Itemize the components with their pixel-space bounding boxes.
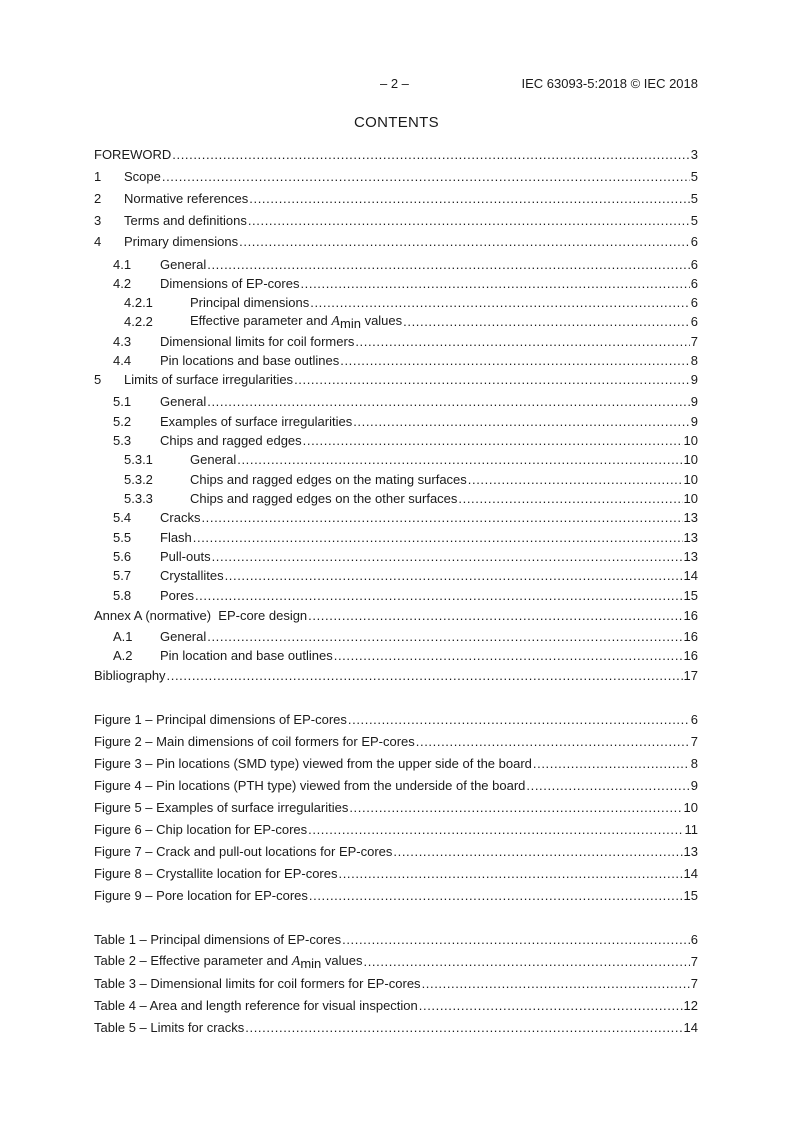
- toc-entry-5[interactable]: [94, 368, 698, 388]
- toc-entry-page: 6: [690, 257, 698, 272]
- toc-entry-3[interactable]: [94, 209, 698, 229]
- figure-entry-4[interactable]: [94, 774, 698, 794]
- table-entry-4[interactable]: [94, 994, 698, 1014]
- toc-entry-4[interactable]: [94, 230, 698, 250]
- toc-entry-5-3-3[interactable]: [124, 487, 698, 507]
- toc-entry-number: 5.3.2: [124, 472, 153, 487]
- leader-dots: [162, 169, 690, 185]
- figure-entry-text: Figure 4 – Pin locations (PTH type) viewed from the underside of the board: [94, 778, 526, 793]
- toc-entry-4-3[interactable]: [113, 330, 698, 350]
- figure-entry-page: 6: [690, 712, 698, 727]
- min-subscript: min: [300, 956, 322, 971]
- leader-dots: [245, 1020, 682, 1036]
- leader-dots: [342, 932, 690, 948]
- figure-entry-page: 13: [683, 844, 698, 859]
- toc-entry-text: Principal dimensions: [190, 295, 310, 310]
- table-entry-2[interactable]: [94, 950, 698, 970]
- leader-dots: [348, 712, 690, 728]
- leader-dots: [355, 334, 689, 350]
- toc-entry-text: Terms and definitions: [124, 213, 247, 228]
- toc-entry-page: 6: [690, 295, 698, 310]
- toc-entry-text: Bibliography: [94, 668, 166, 683]
- toc-entry-text: Primary dimensions: [124, 234, 239, 249]
- leader-dots: [533, 756, 690, 772]
- toc-entry-page: 13: [683, 530, 698, 545]
- a-symbol: A: [331, 314, 340, 329]
- figure-entry-page: 10: [683, 800, 698, 815]
- toc-entry-number: 4.1: [113, 257, 132, 272]
- leader-dots: [308, 608, 682, 624]
- toc-entry-text: Chips and ragged edges: [160, 433, 302, 448]
- table-entry-page: 6: [690, 932, 698, 947]
- toc-entry-5-3-2[interactable]: [124, 468, 698, 488]
- toc-entry-annex-a[interactable]: [94, 604, 698, 624]
- toc-entry-number: 4.2: [113, 276, 132, 291]
- figure-entry-5[interactable]: [94, 796, 698, 816]
- toc-entry-page: 10: [683, 472, 698, 487]
- toc-entry-number: A.1: [113, 629, 133, 644]
- toc-entry-page: 16: [683, 648, 698, 663]
- table-entry-3[interactable]: [94, 972, 698, 992]
- figure-entry-page: 7: [690, 734, 698, 749]
- toc-entry-number: 5.6: [113, 549, 132, 564]
- toc-entry-text: General: [160, 394, 207, 409]
- figure-entry-9[interactable]: [94, 884, 698, 904]
- figure-entry-7[interactable]: [94, 840, 698, 860]
- toc-entry-number: 4: [94, 234, 102, 249]
- toc-entry-number: 2: [94, 191, 102, 206]
- toc-entry-page: 6: [690, 234, 698, 249]
- toc-entry-number: 5.3.3: [124, 491, 153, 506]
- leader-dots: [212, 549, 683, 565]
- toc-entry-text: Flash: [160, 530, 192, 545]
- leader-dots: [353, 414, 690, 430]
- table-entry-text: Table 5 – Limits for cracks: [94, 1020, 245, 1035]
- table-entry-text-before: Table 2 – Effective parameter and: [94, 953, 289, 968]
- toc-entry-page: 15: [683, 588, 698, 603]
- toc-entry-text: [190, 313, 402, 330]
- toc-entry-text: Scope: [124, 169, 161, 184]
- leader-dots: [393, 844, 682, 860]
- toc-entry-number: 5.3.1: [124, 452, 153, 467]
- toc-entry-5-3[interactable]: [113, 429, 698, 449]
- toc-entry-foreword[interactable]: [94, 143, 698, 163]
- figure-entry-8[interactable]: [94, 862, 698, 882]
- table-entry-5[interactable]: [94, 1016, 698, 1036]
- figure-entry-page: 15: [683, 888, 698, 903]
- leader-dots: [364, 954, 690, 970]
- toc-entry-text: Pores: [160, 588, 194, 603]
- toc-entry-page: 9: [690, 394, 698, 409]
- table-entry-page: 7: [690, 976, 698, 991]
- toc-entry-page: 6: [690, 314, 698, 329]
- figure-entry-2[interactable]: [94, 730, 698, 750]
- leader-dots: [294, 372, 690, 388]
- toc-entry-text: Dimensional limits for coil formers: [160, 334, 355, 349]
- toc-entry-number: 4.4: [113, 353, 132, 368]
- leader-dots: [310, 295, 690, 311]
- a-symbol: A: [291, 954, 301, 969]
- leader-dots: [193, 530, 683, 546]
- table-entry-text: Table 1 – Principal dimensions of EP-cores: [94, 932, 342, 947]
- leader-dots: [207, 629, 682, 645]
- toc-entry-number: 3: [94, 213, 102, 228]
- figure-entry-text: Figure 6 – Chip location for EP-cores: [94, 822, 308, 837]
- figure-entry-page: 11: [684, 822, 698, 837]
- toc-entry-text: Pin locations and base outlines: [160, 353, 340, 368]
- figure-entry-text: Figure 9 – Pore location for EP-cores: [94, 888, 308, 903]
- leader-dots: [239, 234, 690, 250]
- toc-entry-5-8[interactable]: [113, 584, 698, 604]
- toc-entry-text-before: Effective parameter and: [190, 313, 328, 328]
- toc-entry-5-4[interactable]: [113, 506, 698, 526]
- figure-entry-text: Figure 5 – Examples of surface irregularities: [94, 800, 349, 815]
- toc-entry-page: 13: [683, 510, 698, 525]
- toc-entry-number: 4.3: [113, 334, 132, 349]
- leader-dots: [207, 394, 690, 410]
- toc-entry-4-2-1[interactable]: [124, 291, 698, 311]
- figure-entry-text: Figure 8 – Crystallite location for EP-cores: [94, 866, 338, 881]
- toc-entry-text: Pin location and base outlines: [160, 648, 333, 663]
- leader-dots: [309, 888, 683, 904]
- toc-entry-5-6[interactable]: [113, 545, 698, 565]
- leader-dots: [349, 800, 682, 816]
- toc-entry-number: A.2: [113, 648, 133, 663]
- toc-entry-number: 4.2.2: [124, 314, 153, 329]
- table-entry-text: Table 4 – Area and length reference for visual inspection: [94, 998, 418, 1013]
- toc-entry-text: Pull-outs: [160, 549, 211, 564]
- toc-entry-4-1[interactable]: [113, 253, 698, 273]
- toc-entry-2[interactable]: [94, 187, 698, 207]
- toc-entry-a-1[interactable]: [113, 625, 698, 645]
- table-entry-text: [94, 953, 363, 970]
- toc-entry-number: 5.2: [113, 414, 132, 429]
- table-entry-text: Table 3 – Dimensional limits for coil formers for EP-cores: [94, 976, 421, 991]
- leader-dots: [334, 648, 683, 664]
- toc-entry-text: Limits of surface irregularities: [124, 372, 294, 387]
- toc-entry-text: FOREWORD: [94, 147, 172, 162]
- toc-entry-text: Examples of surface irregularities: [160, 414, 353, 429]
- toc-entry-page: 5: [690, 191, 698, 206]
- toc-entry-text: Chips and ragged edges on the other surfaces: [190, 491, 458, 506]
- toc-entry-page: 14: [683, 568, 698, 583]
- leader-dots: [468, 472, 683, 488]
- leader-dots: [249, 191, 689, 207]
- leader-dots: [340, 353, 690, 369]
- toc-entry-page: 9: [690, 372, 698, 387]
- toc-entry-5-7[interactable]: [113, 564, 698, 584]
- table-entry-page: 12: [683, 998, 698, 1013]
- toc-entry-text: Crystallites: [160, 568, 224, 583]
- toc-entry-4-2[interactable]: [113, 272, 698, 292]
- toc-entry-number: 5.7: [113, 568, 132, 583]
- table-entry-page: 7: [690, 954, 698, 969]
- leader-dots: [172, 147, 689, 163]
- toc-entry-text: Cracks: [160, 510, 201, 525]
- toc-entry-number: 1: [94, 169, 102, 184]
- leader-dots: [237, 452, 682, 468]
- toc-entry-page: 10: [683, 452, 698, 467]
- figure-entry-text: Figure 2 – Main dimensions of coil formers for EP-cores: [94, 734, 415, 749]
- toc-entry-page: 5: [690, 169, 698, 184]
- figure-entry-3[interactable]: [94, 752, 698, 772]
- toc-entry-page: 3: [690, 147, 698, 162]
- figure-entry-text: Figure 7 – Crack and pull-out locations for EP-cores: [94, 844, 393, 859]
- toc-entry-number: 4.2.1: [124, 295, 153, 310]
- toc-entry-page: 17: [683, 668, 698, 683]
- toc-entry-text: General: [160, 629, 207, 644]
- toc-entry-page: 5: [690, 213, 698, 228]
- figure-entry-page: 9: [690, 778, 698, 793]
- leader-dots: [422, 976, 690, 992]
- document-reference: IEC 63093-5:2018 © IEC 2018: [521, 76, 698, 91]
- toc-entry-5-5[interactable]: [113, 526, 698, 546]
- leader-dots: [248, 213, 690, 229]
- toc-entry-page: 16: [683, 629, 698, 644]
- toc-entry-a-2[interactable]: [113, 644, 698, 664]
- toc-entry-bibliography[interactable]: [94, 664, 698, 684]
- toc-entry-5-2[interactable]: [113, 410, 698, 430]
- leader-dots: [195, 588, 683, 604]
- toc-entry-text: Normative references: [124, 191, 249, 206]
- toc-entry-page: 13: [683, 549, 698, 564]
- figure-entry-page: 8: [690, 756, 698, 771]
- leader-dots: [167, 668, 683, 684]
- leader-dots: [303, 433, 683, 449]
- toc-entry-number: 5.1: [113, 394, 132, 409]
- table-entry-page: 14: [683, 1020, 698, 1035]
- toc-entry-1[interactable]: [94, 165, 698, 185]
- leader-dots: [201, 510, 682, 526]
- leader-dots: [419, 998, 683, 1014]
- leader-dots: [225, 568, 683, 584]
- leader-dots: [416, 734, 690, 750]
- leader-dots: [207, 257, 690, 273]
- figure-entry-page: 14: [683, 866, 698, 881]
- toc-entry-4-4[interactable]: [113, 349, 698, 369]
- toc-entry-text: General: [160, 257, 207, 272]
- toc-entry-text: Annex A (normative) EP-core design: [94, 608, 308, 623]
- leader-dots: [403, 314, 690, 330]
- toc-entry-number: 5.5: [113, 530, 132, 545]
- leader-dots: [526, 778, 689, 794]
- toc-entry-5-1[interactable]: [113, 390, 698, 410]
- toc-entry-page: 8: [690, 353, 698, 368]
- toc-entry-4-2-2[interactable]: [124, 310, 698, 330]
- toc-entry-text: Chips and ragged edges on the mating surfaces: [190, 472, 467, 487]
- toc-entry-number: 5: [94, 372, 102, 387]
- toc-entry-number: 5.4: [113, 510, 132, 525]
- toc-entry-page: 10: [683, 491, 698, 506]
- toc-entry-text: Dimensions of EP-cores: [160, 276, 300, 291]
- toc-entry-page: 6: [690, 276, 698, 291]
- toc-entry-page: 9: [690, 414, 698, 429]
- table-entry-text-after: values: [324, 953, 363, 968]
- toc-entry-text: General: [190, 452, 237, 467]
- toc-entry-page: 7: [690, 334, 698, 349]
- toc-entry-5-3-1[interactable]: [124, 448, 698, 468]
- toc-entry-page: 10: [683, 433, 698, 448]
- table-entry-1[interactable]: [94, 928, 698, 948]
- figure-entry-6[interactable]: [94, 818, 698, 838]
- leader-dots: [308, 822, 683, 838]
- toc-entry-text-after: values: [364, 313, 403, 328]
- figure-entry-1[interactable]: [94, 708, 698, 728]
- toc-entry-number: 5.8: [113, 588, 132, 603]
- leader-dots: [338, 866, 682, 882]
- min-subscript: min: [339, 316, 361, 331]
- page-number: – 2 –: [380, 76, 409, 91]
- page-title: CONTENTS: [354, 114, 439, 131]
- toc-entry-number: 5.3: [113, 433, 132, 448]
- figure-entry-text: Figure 3 – Pin locations (SMD type) viewed from the upper side of the board: [94, 756, 532, 771]
- leader-dots: [300, 276, 689, 292]
- figure-entry-text: Figure 1 – Principal dimensions of EP-cores: [94, 712, 347, 727]
- leader-dots: [458, 491, 682, 507]
- toc-entry-page: 16: [683, 608, 698, 623]
